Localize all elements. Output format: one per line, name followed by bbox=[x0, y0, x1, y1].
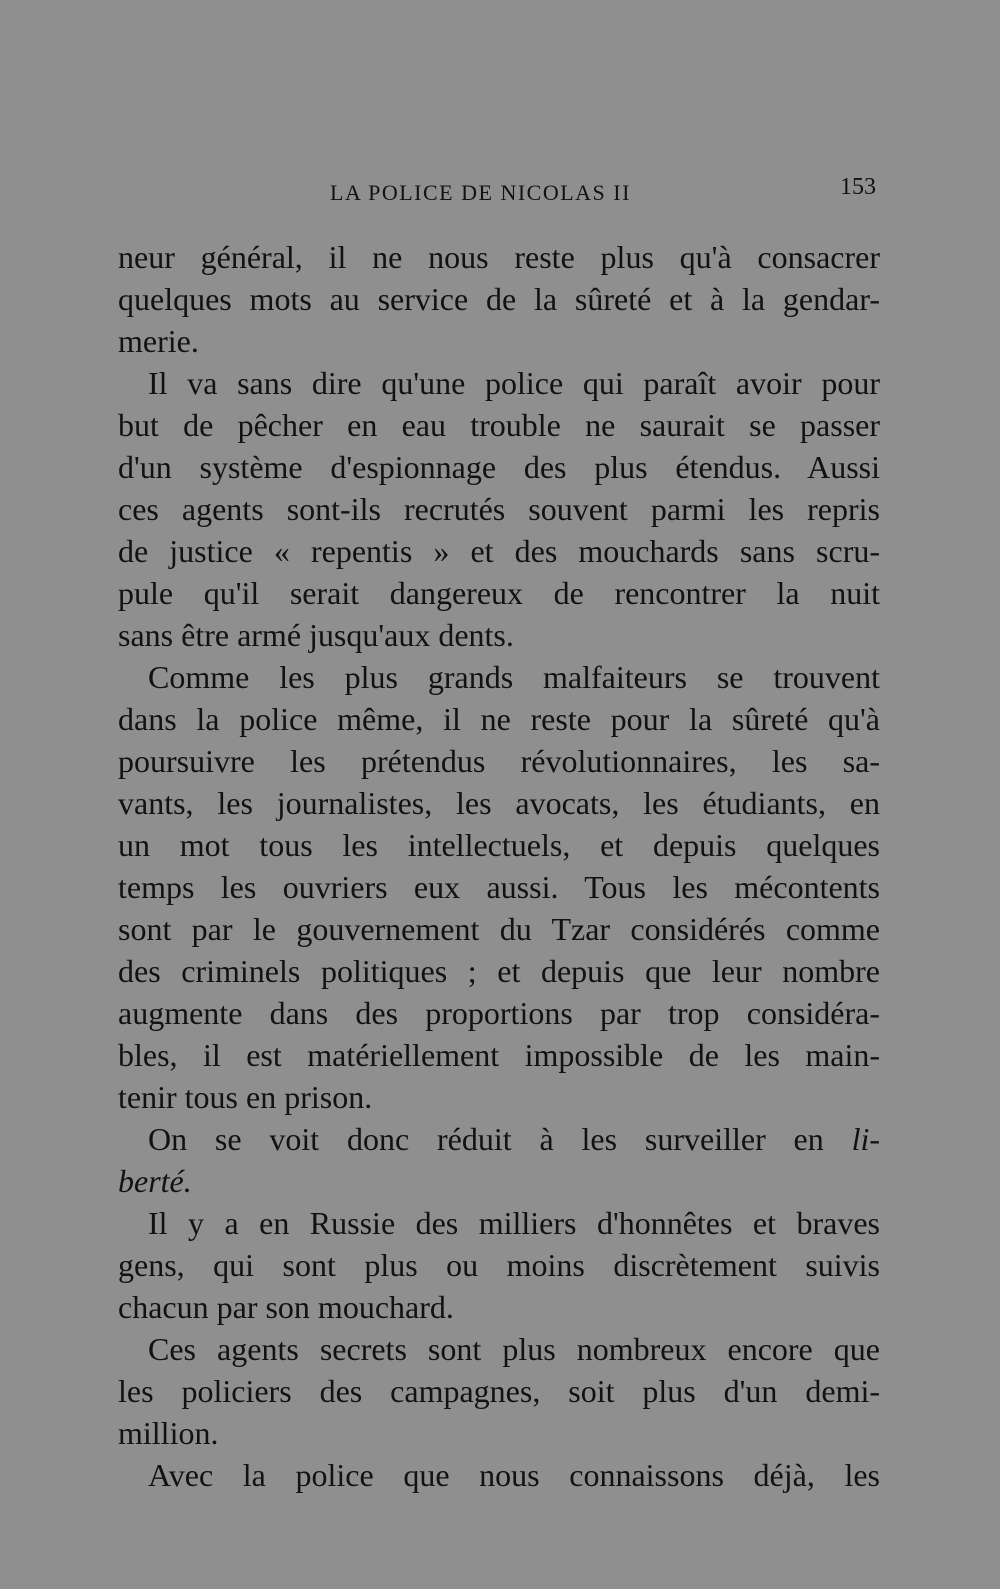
text-line-content: ces agents sont-ils recrutés souvent parmi les repris bbox=[118, 491, 880, 527]
text-line-content: Il y a en Russie des milliers d'honnêtes et braves bbox=[148, 1205, 880, 1241]
italic-word: berté. bbox=[118, 1163, 192, 1199]
text-line-content: temps les ouvriers eux aussi. Tous les mécontents bbox=[118, 869, 880, 905]
text-line bbox=[118, 530, 880, 572]
text-line-content: Il va sans dire qu'une police qui paraît avoir pour bbox=[148, 365, 880, 401]
text-line-content: Ces agents secrets sont plus nombreux encore que bbox=[148, 1331, 880, 1367]
text-line bbox=[118, 950, 880, 992]
text-line bbox=[118, 488, 880, 530]
text-line-content: gens, qui sont plus ou moins discrètement suivis bbox=[118, 1247, 880, 1283]
text-line-content: pule qu'il serait dangereux de rencontrer la nuit bbox=[118, 575, 880, 611]
text-line bbox=[118, 908, 880, 950]
text-line-content: augmente dans des proportions par trop considéra- bbox=[118, 995, 880, 1031]
text-line-content: poursuivre les prétendus révolutionnaires, les sa- bbox=[118, 743, 880, 779]
text-line bbox=[118, 1454, 880, 1496]
text-line bbox=[118, 1034, 880, 1076]
text-line bbox=[118, 320, 880, 362]
text-line bbox=[118, 614, 880, 656]
text-line bbox=[118, 236, 880, 278]
text-line-content: tenir tous en prison. bbox=[118, 1079, 373, 1115]
text-line-content: sans être armé jusqu'aux dents. bbox=[118, 617, 514, 653]
text-line-content: des criminels politiques ; et depuis que leur nombre bbox=[118, 953, 880, 989]
text-line-content: On se voit donc réduit à les surveiller en bbox=[148, 1121, 824, 1157]
text-line-content: les policiers des campagnes, soit plus d'un demi- bbox=[118, 1373, 880, 1409]
text-line-content: d'un système d'espionnage des plus étendus. Aussi bbox=[118, 449, 880, 485]
text-line bbox=[118, 446, 880, 488]
text-line-content: merie. bbox=[118, 323, 199, 359]
text-line bbox=[118, 278, 880, 320]
text-line bbox=[118, 1370, 880, 1412]
text-line bbox=[118, 656, 880, 698]
text-line bbox=[118, 1328, 880, 1370]
text-line bbox=[118, 1160, 880, 1202]
page-number: 153 bbox=[840, 174, 876, 200]
body-text bbox=[118, 236, 880, 1496]
text-line bbox=[118, 1244, 880, 1286]
text-line bbox=[118, 1202, 880, 1244]
text-line-content: chacun par son mouchard. bbox=[118, 1289, 454, 1325]
text-line bbox=[118, 404, 880, 446]
text-line bbox=[118, 1286, 880, 1328]
text-line bbox=[118, 992, 880, 1034]
text-line bbox=[118, 824, 880, 866]
text-line-content: dans la police même, il ne reste pour la sûreté qu'à bbox=[118, 701, 880, 737]
text-line-content: bles, il est matériellement impossible de les main- bbox=[118, 1037, 880, 1073]
text-line bbox=[118, 362, 880, 404]
text-line bbox=[118, 740, 880, 782]
text-line bbox=[118, 698, 880, 740]
text-line bbox=[118, 572, 880, 614]
text-line bbox=[118, 866, 880, 908]
text-line-content: Avec la police que nous connaissons déjà, les bbox=[148, 1457, 880, 1493]
text-line bbox=[118, 1412, 880, 1454]
text-line-content: de justice « repentis » et des mouchards sans scru- bbox=[118, 533, 880, 569]
text-line bbox=[118, 1118, 880, 1160]
text-line-content: Comme les plus grands malfaiteurs se trouvent bbox=[148, 659, 880, 695]
text-line bbox=[118, 782, 880, 824]
text-line-content: vants, les journalistes, les avocats, les étudiants, en bbox=[118, 785, 880, 821]
text-line-content: neur général, il ne nous reste plus qu'à consacrer bbox=[118, 239, 880, 275]
text-line-content: quelques mots au service de la sûreté et à la gendar- bbox=[118, 281, 880, 317]
running-title: LA POLICE DE NICOLAS II bbox=[330, 180, 631, 205]
text-line-content: sont par le gouvernement du Tzar considérés comme bbox=[118, 911, 880, 947]
text-line bbox=[118, 1076, 880, 1118]
text-line-content: but de pêcher en eau trouble ne saurait se passer bbox=[118, 407, 880, 443]
italic-word: li- bbox=[851, 1121, 881, 1157]
text-line-content: million. bbox=[118, 1415, 219, 1451]
text-line-content: un mot tous les intellectuels, et depuis quelques bbox=[118, 827, 880, 863]
